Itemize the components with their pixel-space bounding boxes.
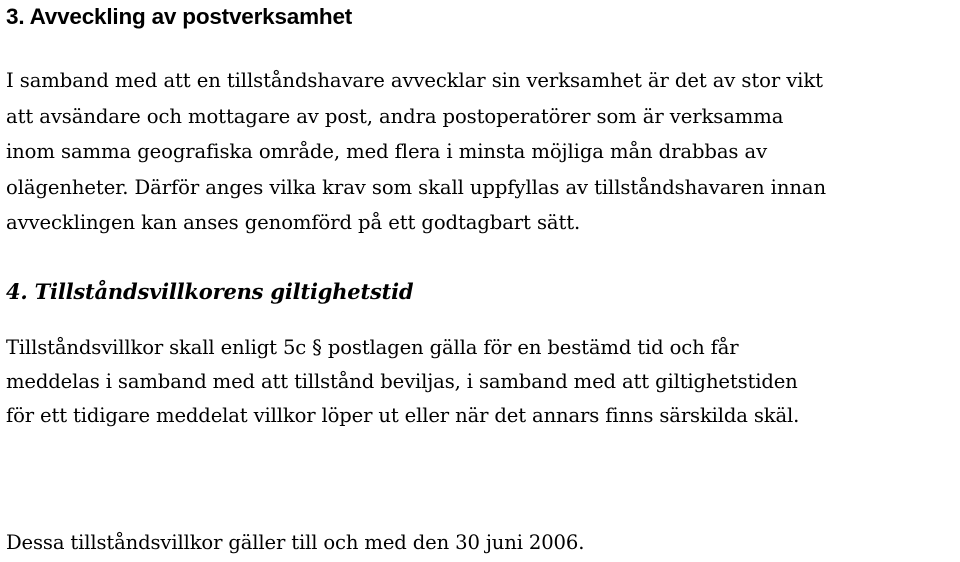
paragraph-line: I samband med att en tillståndshavare avvecklar sin verksamhet är det av stor vikt — [6, 69, 823, 92]
paragraph-line: för ett tidigare meddelat villkor löper ut eller när det annars finns särskilda skäl. — [6, 404, 800, 427]
paragraph-line: meddelas i samband med att tillstånd beviljas, i samband med att giltighetstiden — [6, 370, 798, 393]
paragraph-line: att avsändare och mottagare av post, andra postoperatörer som är verksamma — [6, 104, 784, 128]
paragraph-line: avvecklingen kan anses genomförd på ett godtagbart sätt. — [6, 211, 581, 234]
section-4-heading: 4. Tillståndsvillkorens giltighetstid — [6, 279, 414, 304]
section-3-paragraph — [6, 63, 826, 241]
paragraph-line: Tillståndsvillkor skall enligt 5c § postlagen gälla för en bestämd tid och får — [6, 336, 739, 359]
section-4-paragraph — [6, 331, 799, 433]
paragraph-line: olägenheter. Därför anges vilka krav som skall uppfyllas av tillståndshavaren innan — [6, 175, 826, 199]
paragraph-line: inom samma geografiska område, med flera i minsta möjliga mån drabbas av — [6, 140, 768, 163]
section-3-heading: 3. Avveckling av postverksamhet — [6, 4, 353, 29]
closing-statement: Dessa tillståndsvillkor gäller till och med den 30 juni 2006. — [6, 531, 585, 554]
